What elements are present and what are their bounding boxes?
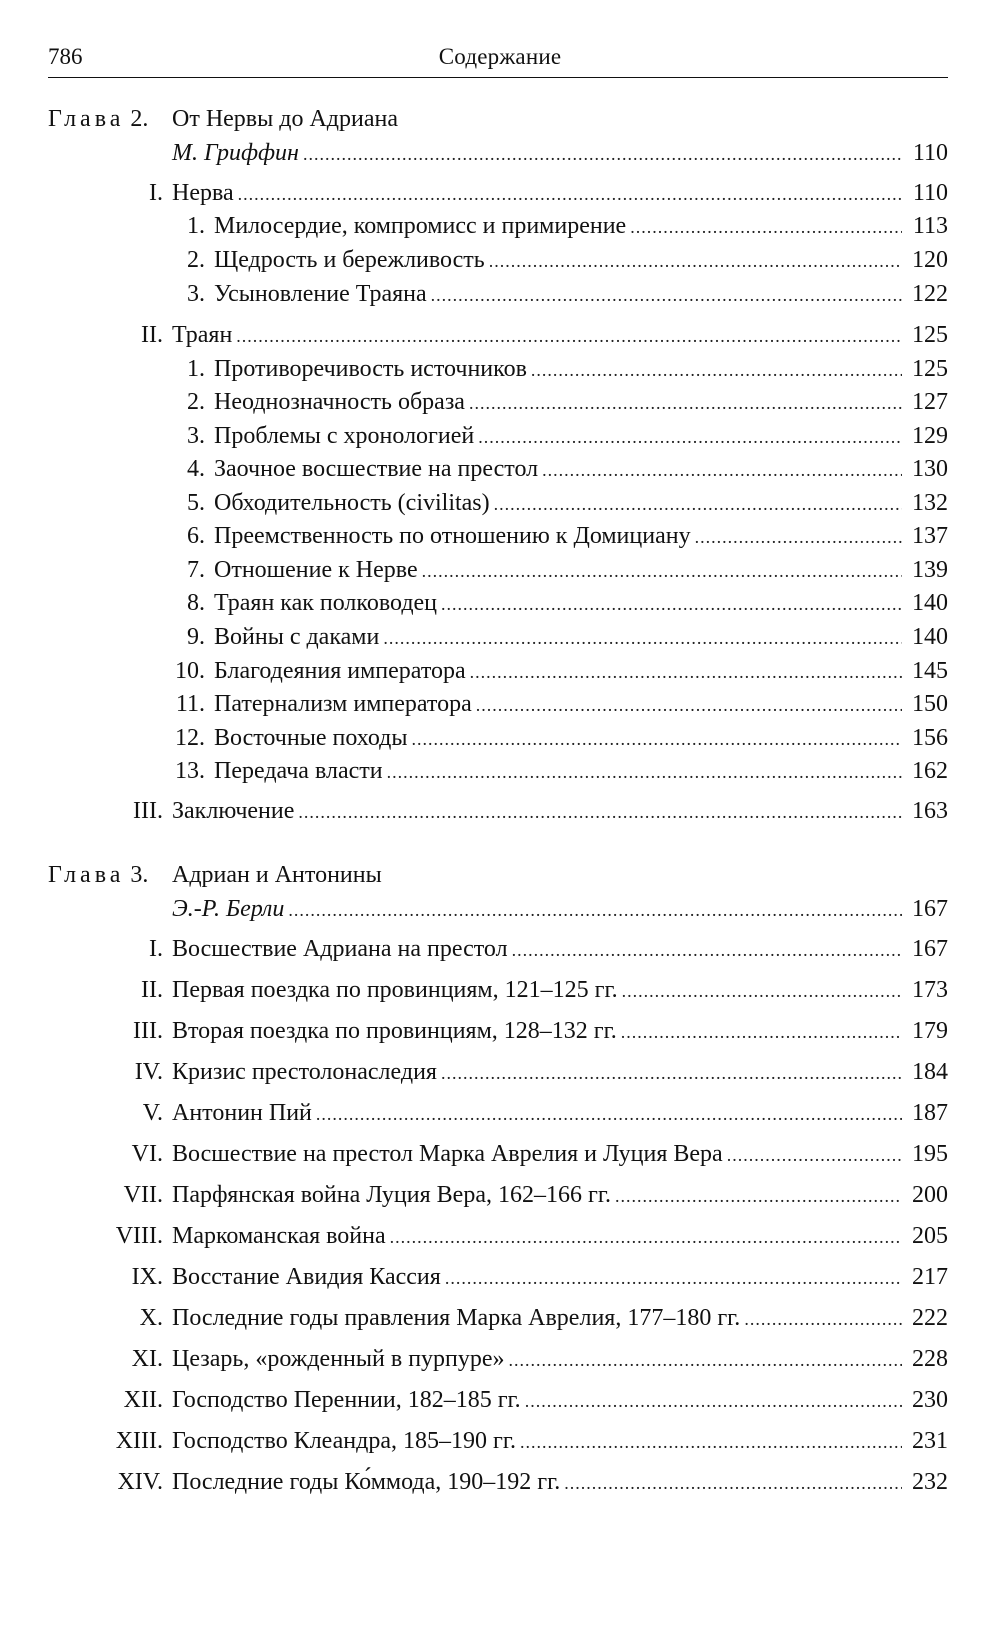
section-row — [0, 1055, 1000, 1089]
dot-leader — [727, 1138, 902, 1172]
page-number: 786 — [48, 44, 83, 69]
chapter-title: Адриан и Антонины — [172, 862, 382, 888]
entry-title: Нерва — [172, 180, 234, 206]
section-numeral: III. — [133, 1018, 163, 1044]
running-title: Содержание — [438, 44, 562, 69]
page-ref: 140 — [912, 624, 948, 650]
dot-leader — [512, 933, 902, 967]
section-numeral: III. — [133, 798, 163, 824]
subsection-number: 3. — [187, 423, 205, 449]
page-ref: 162 — [912, 758, 948, 784]
entry-title: Восшествие на престол Марка Аврелия и Луция Вера — [172, 1141, 723, 1167]
dot-leader — [383, 621, 902, 655]
section-numeral: IX. — [131, 1264, 163, 1290]
entry-title: Заключение — [172, 798, 295, 824]
page-ref: 156 — [912, 725, 948, 751]
toc-entry[interactable] — [214, 385, 948, 420]
dot-leader — [236, 319, 902, 353]
page-ref: 163 — [912, 798, 948, 824]
toc-entry[interactable] — [172, 1219, 948, 1254]
section-row — [0, 1342, 1000, 1376]
toc-entry[interactable] — [172, 1096, 948, 1131]
entry-title: Благодеяния императора — [214, 658, 466, 684]
section-row — [0, 1465, 1000, 1499]
entry-title: Войны с даками — [214, 624, 380, 650]
page-ref: 122 — [912, 281, 948, 307]
page-ref: 132 — [912, 490, 948, 516]
entry-title: Проблемы с хронологией — [214, 423, 475, 449]
entry-title: Антонин Пий — [172, 1100, 312, 1126]
toc-entry[interactable] — [172, 1014, 948, 1049]
page-ref: 140 — [912, 590, 948, 616]
section-row — [0, 1096, 1000, 1130]
header-rule — [48, 77, 948, 78]
entry-title: Восшествие Адриана на престол — [172, 936, 508, 962]
toc-entry[interactable] — [172, 318, 948, 353]
section-row — [0, 1424, 1000, 1458]
dot-leader — [622, 974, 902, 1008]
dot-leader — [445, 1261, 902, 1295]
subsection-row — [0, 385, 1000, 419]
page-ref: 205 — [912, 1223, 948, 1249]
entry-title: Щедрость и бережливость — [214, 247, 485, 273]
entry-title: Патернализм императора — [214, 691, 472, 717]
dot-leader — [431, 278, 902, 312]
toc-entry[interactable] — [214, 586, 948, 621]
section-row — [0, 1178, 1000, 1212]
entry-title: Восстание Авидия Кассия — [172, 1264, 441, 1290]
entry-title: Неоднозначность образа — [214, 389, 465, 415]
entry-title: Последние годы правления Марка Аврелия, 177–180 гг. — [172, 1305, 741, 1331]
dot-leader — [238, 177, 902, 211]
subsection-row — [0, 352, 1000, 386]
entry-title: Усыновление Траяна — [214, 281, 427, 307]
page-ref: 230 — [912, 1387, 948, 1413]
page-ref: 173 — [912, 977, 948, 1003]
dot-leader — [390, 1220, 902, 1254]
dot-leader — [469, 386, 902, 420]
entry-title: М. Гриффин — [172, 140, 299, 166]
section-numeral: X. — [139, 1305, 163, 1331]
section-row — [0, 1383, 1000, 1417]
page-ref: 139 — [912, 557, 948, 583]
entry-title: Обходительность (civilitas) — [214, 490, 490, 516]
dot-leader — [316, 1097, 902, 1131]
dot-leader — [303, 137, 902, 171]
dot-leader — [621, 1015, 902, 1049]
dot-leader — [298, 795, 902, 829]
page-ref: 222 — [912, 1305, 948, 1331]
entry-title: Господство Переннии, 182–185 гг. — [172, 1387, 521, 1413]
dot-leader — [441, 587, 902, 621]
subsection-number: 13. — [175, 758, 205, 784]
page-ref: 217 — [912, 1264, 948, 1290]
subsection-number: 9. — [187, 624, 205, 650]
entry-title: Кризис престолонаследия — [172, 1059, 437, 1085]
subsection-number: 1. — [187, 356, 205, 382]
toc-entry[interactable] — [172, 1260, 948, 1295]
subsection-number: 7. — [187, 557, 205, 583]
toc-entry[interactable] — [214, 519, 948, 554]
subsection-number: 12. — [175, 725, 205, 751]
dot-leader — [422, 554, 902, 588]
section-numeral: XIII. — [115, 1428, 163, 1454]
dot-leader — [478, 420, 902, 454]
section-row — [0, 1014, 1000, 1048]
toc-entry[interactable] — [172, 1383, 948, 1418]
chapter-title: От Нервы до Адриана — [172, 106, 399, 132]
entry-title: Маркоманская война — [172, 1223, 386, 1249]
page-ref: 167 — [912, 936, 948, 962]
dot-leader — [387, 755, 902, 789]
chapter-heading — [0, 102, 1000, 136]
entry-title: Траян как полководец — [214, 590, 438, 616]
toc-entry[interactable] — [172, 136, 948, 171]
entry-title: Э.-Р. Берли — [172, 896, 285, 922]
entry-title: Первая поездка по провинциям, 121–125 гг. — [172, 977, 618, 1003]
section-row — [0, 1219, 1000, 1253]
toc-entry[interactable] — [172, 932, 948, 967]
subsection-number: 3. — [187, 281, 205, 307]
dot-leader — [630, 210, 902, 244]
entry-title: Цезарь, «рожденный в пурпуре» — [172, 1346, 505, 1372]
chapter-label — [48, 858, 148, 892]
page-ref: 129 — [912, 423, 948, 449]
dot-leader — [615, 1179, 902, 1213]
chapter-word: Глава — [48, 106, 125, 132]
section-numeral: VII. — [123, 1182, 163, 1208]
toc-entry[interactable] — [214, 553, 948, 588]
toc-entry[interactable] — [214, 486, 948, 521]
page-ref: 110 — [912, 140, 948, 166]
toc-entry[interactable] — [172, 973, 948, 1008]
subsection-row — [0, 687, 1000, 721]
page-ref: 231 — [912, 1428, 948, 1454]
toc-entry[interactable] — [172, 1424, 948, 1459]
section-row — [0, 973, 1000, 1007]
dot-leader — [489, 244, 902, 278]
toc-entry[interactable] — [172, 794, 948, 829]
subsection-number: 6. — [187, 523, 205, 549]
subsection-row — [0, 721, 1000, 755]
subsection-number: 4. — [187, 456, 205, 482]
entry-title: Противоречивость источников — [214, 356, 527, 382]
section-numeral: IV. — [134, 1059, 163, 1085]
subsection-row — [0, 486, 1000, 520]
subsection-number: 8. — [187, 590, 205, 616]
section-numeral: XIV. — [117, 1469, 163, 1495]
page-ref: 179 — [912, 1018, 948, 1044]
page-ref: 120 — [912, 247, 948, 273]
chapter-number: 3. — [124, 862, 149, 888]
subsection-row — [0, 452, 1000, 486]
page-ref: 127 — [912, 389, 948, 415]
subsection-row — [0, 620, 1000, 654]
subsection-number: 11. — [175, 691, 205, 717]
entry-title: Восточные походы — [214, 725, 408, 751]
dot-leader — [695, 520, 902, 554]
subsection-row — [0, 754, 1000, 788]
dot-leader — [564, 1466, 902, 1500]
page-ref: 228 — [912, 1346, 948, 1372]
page-ref: 137 — [912, 523, 948, 549]
section-numeral: V. — [142, 1100, 163, 1126]
toc-entry[interactable] — [214, 419, 948, 454]
entry-title: Парфянская война Луция Вера, 162–166 гг. — [172, 1182, 611, 1208]
dot-leader — [494, 487, 902, 521]
toc-entry[interactable] — [214, 620, 948, 655]
page-ref: 125 — [912, 356, 948, 382]
subsection-row — [0, 654, 1000, 688]
dot-leader — [531, 353, 902, 387]
toc-entry[interactable] — [214, 352, 948, 387]
dot-leader — [441, 1056, 902, 1090]
page-ref: 195 — [912, 1141, 948, 1167]
page-ref: 232 — [912, 1469, 948, 1495]
toc-entry[interactable] — [214, 654, 948, 689]
subsection-row — [0, 419, 1000, 453]
dot-leader — [476, 688, 902, 722]
toc-entry[interactable] — [214, 452, 948, 487]
entry-title: Преемственность по отношению к Домициану — [214, 523, 691, 549]
page-ref: 200 — [912, 1182, 948, 1208]
toc-entry[interactable] — [172, 1342, 948, 1377]
section-numeral: VI. — [131, 1141, 163, 1167]
entry-title: Отношение к Нерве — [214, 557, 418, 583]
page-ref: 110 — [912, 180, 948, 206]
toc-entry[interactable] — [214, 754, 948, 789]
toc-entry[interactable] — [214, 277, 948, 312]
chapter-author-row — [0, 892, 1000, 926]
dot-leader — [509, 1343, 902, 1377]
section-row — [0, 176, 1000, 210]
subsection-row — [0, 277, 1000, 311]
entry-title: Последние годы Ко́ммода, 190–192 гг. — [172, 1469, 561, 1495]
page-ref: 187 — [912, 1100, 948, 1126]
section-numeral: I. — [149, 180, 163, 206]
subsection-number: 5. — [187, 490, 205, 516]
subsection-row — [0, 209, 1000, 243]
entry-title: Господство Клеандра, 185–190 гг. — [172, 1428, 516, 1454]
section-numeral: II. — [141, 322, 163, 348]
page-ref: 113 — [912, 213, 948, 239]
section-row — [0, 1301, 1000, 1335]
dot-leader — [525, 1384, 902, 1418]
chapter-word: Глава — [48, 862, 125, 888]
subsection-number: 2. — [187, 247, 205, 273]
entry-title: Милосердие, компромисс и примирение — [214, 213, 627, 239]
toc-entry[interactable] — [172, 1178, 948, 1213]
subsection-number: 10. — [175, 658, 205, 684]
section-row — [0, 794, 1000, 828]
toc-entry[interactable] — [172, 1137, 948, 1172]
entry-title: Заочное восшествие на престол — [214, 456, 539, 482]
section-numeral: VIII. — [115, 1223, 163, 1249]
entry-title: Вторая поездка по провинциям, 128–132 гг. — [172, 1018, 617, 1044]
page-ref: 130 — [912, 456, 948, 482]
toc-entry[interactable] — [172, 1055, 948, 1090]
entry-title: Траян — [172, 322, 233, 348]
entry-title: Передача власти — [214, 758, 383, 784]
section-numeral: XI. — [131, 1346, 163, 1372]
subsection-number: 1. — [187, 213, 205, 239]
page-ref: 125 — [912, 322, 948, 348]
dot-leader — [411, 722, 902, 756]
chapter-heading — [0, 858, 1000, 892]
section-row — [0, 932, 1000, 966]
page-ref: 167 — [912, 896, 948, 922]
chapter-number: 2. — [124, 106, 149, 132]
toc-entry[interactable] — [214, 687, 948, 722]
section-row — [0, 1260, 1000, 1294]
dot-leader — [542, 453, 902, 487]
subsection-number: 2. — [187, 389, 205, 415]
toc-entry[interactable] — [172, 176, 948, 211]
page-ref: 184 — [912, 1059, 948, 1085]
section-numeral: XII. — [123, 1387, 163, 1413]
dot-leader — [470, 655, 902, 689]
subsection-row — [0, 243, 1000, 277]
page-ref: 150 — [912, 691, 948, 717]
toc-entry[interactable] — [172, 1465, 948, 1500]
toc-entry[interactable] — [172, 1301, 948, 1336]
chapter-label — [48, 102, 148, 136]
dot-leader — [744, 1302, 902, 1336]
subsection-row — [0, 553, 1000, 587]
section-numeral: II. — [141, 977, 163, 1003]
section-row — [0, 318, 1000, 352]
dot-leader — [288, 893, 902, 927]
subsection-row — [0, 586, 1000, 620]
page-ref: 145 — [912, 658, 948, 684]
dot-leader — [520, 1425, 902, 1459]
toc-entry[interactable] — [214, 243, 948, 278]
section-numeral: I. — [149, 936, 163, 962]
toc-entry[interactable] — [172, 892, 948, 927]
toc-entry[interactable] — [214, 721, 948, 756]
toc-entry[interactable] — [214, 209, 948, 244]
section-row — [0, 1137, 1000, 1171]
chapter-author-row — [0, 136, 1000, 170]
subsection-row — [0, 519, 1000, 553]
